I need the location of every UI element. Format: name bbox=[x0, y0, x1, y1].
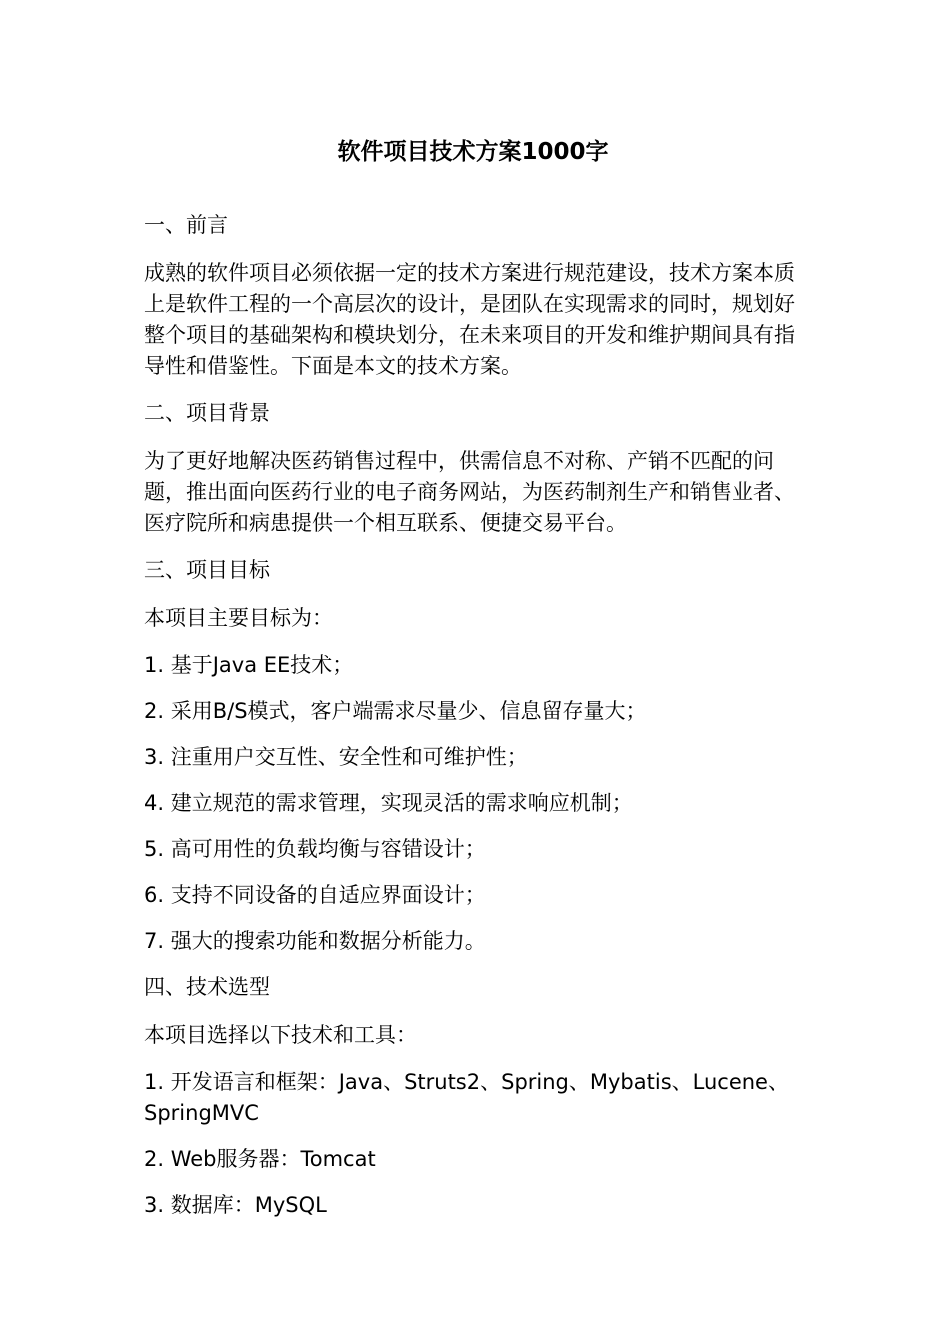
goal-item-4: 4. 建立规范的需求管理，实现灵活的需求响应机制； bbox=[144, 791, 633, 815]
section-heading-goals: 三、项目目标 bbox=[144, 558, 270, 582]
paragraph-preface: 成熟的软件项目必须依据一定的技术方案进行规范建设，技术方案本质上是软件工程的一个高层次的设计，是团队在实现需求的同时，规划好整个项目的基础架构和模块划分，在未来项目的开发和维护期间具有指导性和借鉴性。下面是本文的技术方案。 bbox=[144, 261, 795, 378]
goal-item-7: 7. 强大的搜索功能和数据分析能力。 bbox=[144, 929, 486, 953]
goal-item-6: 6. 支持不同设备的自适应界面设计； bbox=[144, 883, 486, 907]
goal-item-3: 3. 注重用户交互性、安全性和可维护性； bbox=[144, 745, 528, 769]
tech-intro: 本项目选择以下技术和工具： bbox=[144, 1023, 417, 1047]
goals-intro: 本项目主要目标为： bbox=[144, 606, 333, 630]
tech-item-2: 2. Web服务器：Tomcat bbox=[144, 1147, 376, 1171]
tech-item-3: 3. 数据库：MySQL bbox=[144, 1193, 327, 1217]
section-heading-tech-selection: 四、技术选型 bbox=[144, 975, 270, 999]
goal-item-1: 1. 基于Java EE技术； bbox=[144, 653, 354, 677]
section-heading-preface: 一、前言 bbox=[144, 213, 228, 237]
section-heading-background: 二、项目背景 bbox=[144, 401, 270, 425]
goal-item-5: 5. 高可用性的负载均衡与容错设计； bbox=[144, 837, 486, 861]
paragraph-background: 为了更好地解决医药销售过程中，供需信息不对称、产销不匹配的问题，推出面向医药行业的电子商务网站，为医药制剂生产和销售业者、医疗院所和病患提供一个相互联系、便捷交易平台。 bbox=[144, 449, 795, 535]
document-title: 软件项目技术方案1000字 bbox=[337, 139, 609, 165]
tech-item-1: 1. 开发语言和框架：Java、Struts2、Spring、Mybatis、Lucene、SpringMVC bbox=[144, 1070, 789, 1125]
goal-item-2: 2. 采用B/S模式，客户端需求尽量少、信息留存量大； bbox=[144, 699, 647, 723]
